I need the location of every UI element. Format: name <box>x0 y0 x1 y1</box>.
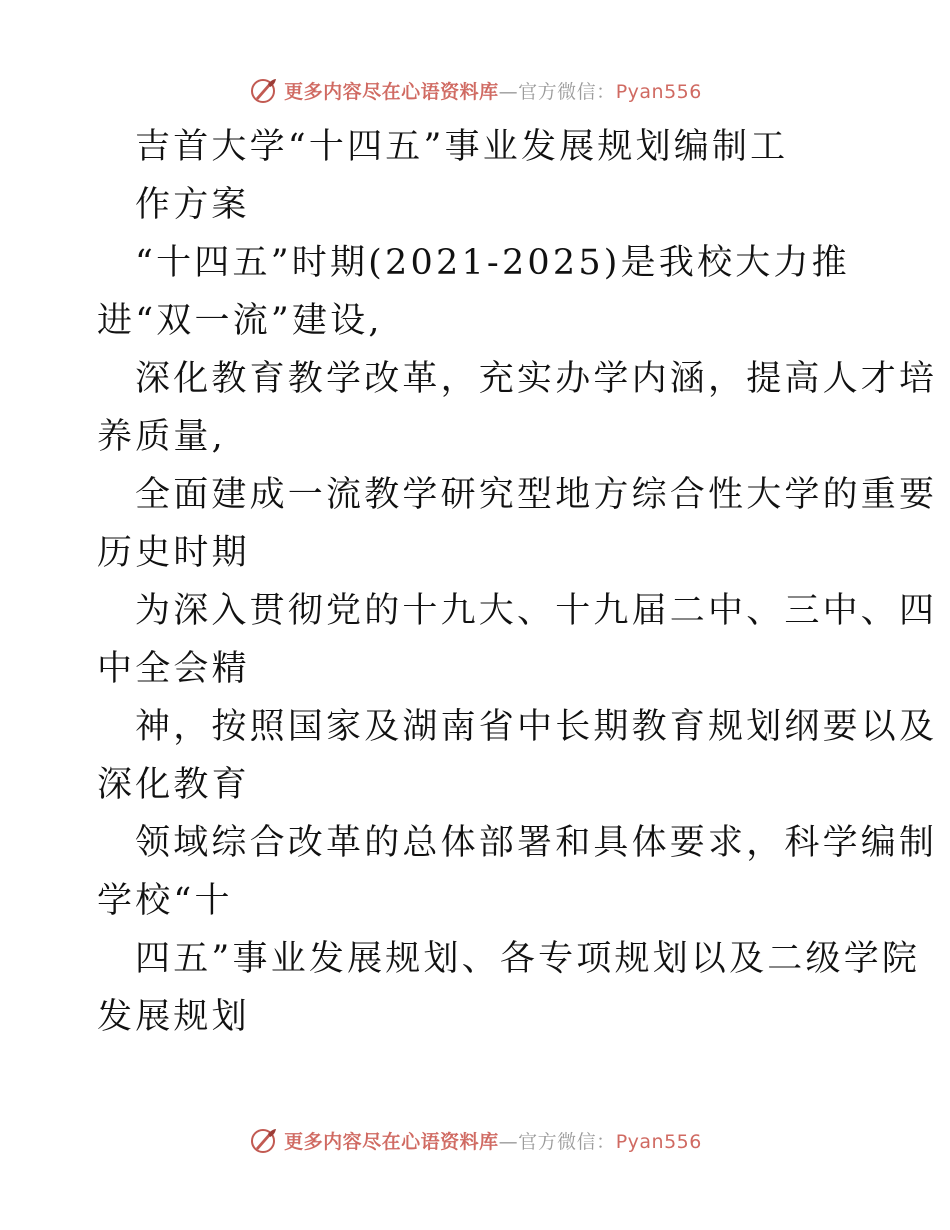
document-line: 养质量, <box>97 417 226 457</box>
document-line: 全面建成一流教学研究型地方综合性大学的重要 <box>135 475 938 515</box>
document-line: 神，按照国家及湖南省中长期教育规划纲要以及 <box>135 707 938 747</box>
document-line: 领域综合改革的总体部署和具体要求，科学编制 <box>135 823 938 863</box>
document-line: 深化教育教学改革，充实办学内涵，提高人才培 <box>135 359 938 399</box>
document-body <box>97 118 938 1046</box>
watermark-wechat-label: 官方微信： <box>518 1130 616 1153</box>
document-line: 作方案 <box>135 185 250 225</box>
document-line: 学校“十 <box>97 881 233 921</box>
document-line: 深化教育 <box>97 765 250 805</box>
quill-logo-icon <box>248 1125 278 1155</box>
document-line: 中全会精 <box>97 649 250 689</box>
document-line: 吉首大学“十四五”事业发展规划编制工 <box>135 127 789 167</box>
watermark-text <box>284 1127 702 1154</box>
watermark-text <box>284 77 702 104</box>
quill-logo-icon <box>248 75 278 105</box>
document-line: 四五”事业发展规划、各专项规划以及二级学院 <box>135 939 921 979</box>
watermark-dash: — <box>498 80 519 103</box>
watermark-dash: — <box>498 1130 519 1153</box>
watermark-brand: 更多内容尽在心语资料库 <box>284 80 499 103</box>
document-line: 历史时期 <box>97 533 250 573</box>
header-watermark <box>0 70 950 110</box>
watermark-wechat-id: Pyan556 <box>615 80 702 103</box>
watermark-wechat-label: 官方微信： <box>518 80 616 103</box>
document-line: 为深入贯彻党的十九大、十九届二中、三中、四 <box>135 591 938 631</box>
watermark-brand: 更多内容尽在心语资料库 <box>284 1130 499 1153</box>
document-line: 发展规划 <box>97 997 250 1037</box>
document-line: “十四五”时期(2021-2025)是我校大力推 <box>135 243 850 283</box>
footer-watermark <box>0 1120 950 1160</box>
watermark-wechat-id: Pyan556 <box>615 1130 702 1153</box>
document-line: 进“双一流”建设, <box>97 301 383 341</box>
